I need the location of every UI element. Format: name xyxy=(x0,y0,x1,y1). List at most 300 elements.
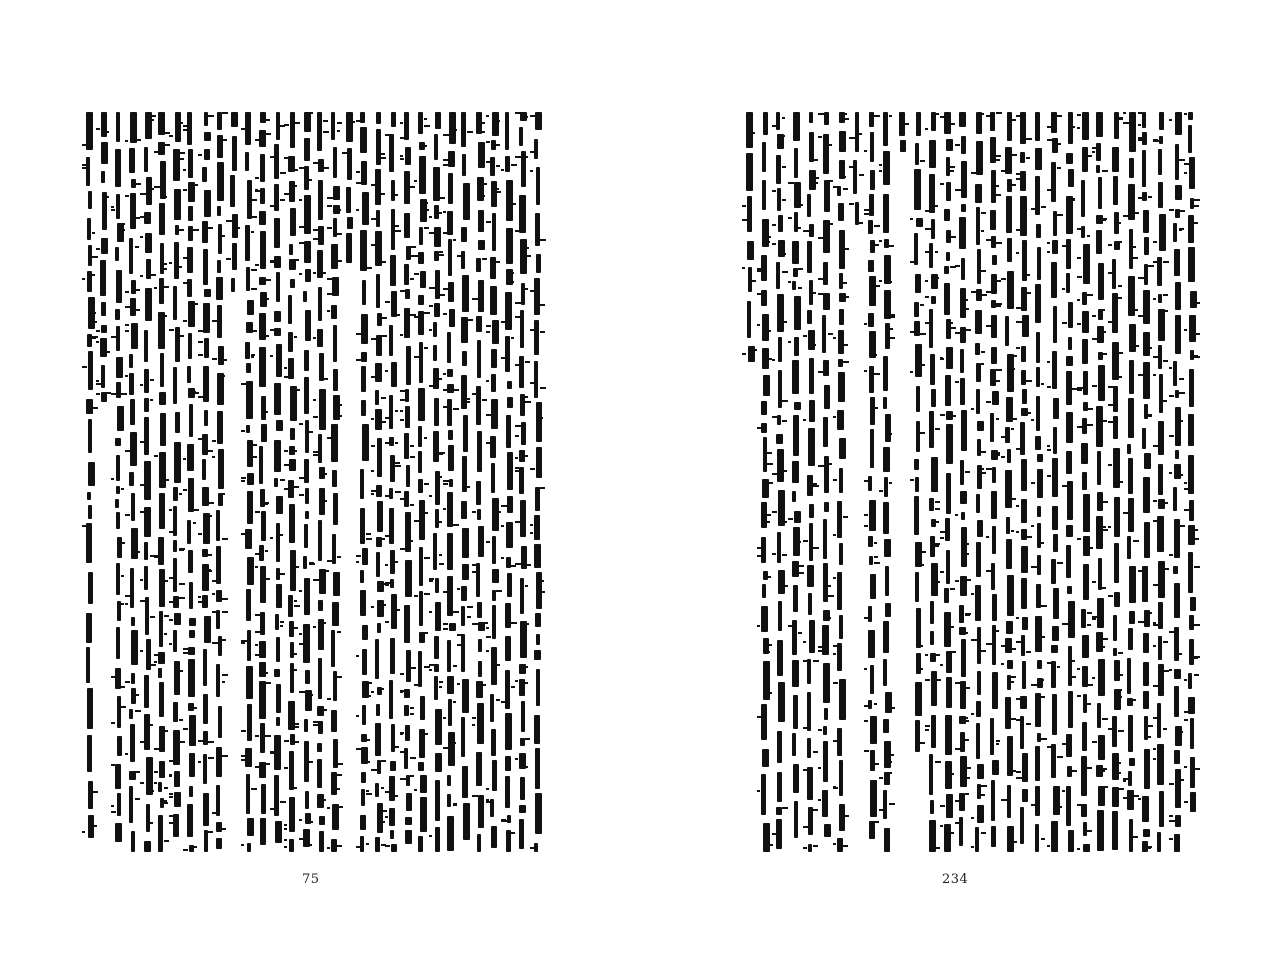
script-word-stroke xyxy=(360,230,367,271)
script-letter-tick xyxy=(169,793,173,795)
script-word-stroke xyxy=(1158,664,1164,696)
script-letter-tick xyxy=(482,684,486,686)
script-word-stroke xyxy=(794,212,798,232)
script-word-stroke xyxy=(1037,454,1043,462)
script-letter-tick xyxy=(910,261,916,263)
script-word-stroke xyxy=(1022,617,1028,630)
script-letter-tick xyxy=(323,131,329,133)
script-word-stroke xyxy=(259,347,266,387)
script-letter-tick xyxy=(1179,731,1183,733)
script-letter-tick xyxy=(864,370,867,372)
script-letter-tick xyxy=(950,170,954,172)
script-letter-tick xyxy=(327,278,332,280)
script-letter-tick xyxy=(501,701,507,703)
script-word-stroke xyxy=(492,498,499,531)
script-word-stroke xyxy=(492,112,499,136)
script-word-stroke xyxy=(976,389,980,414)
script-word-stroke xyxy=(1190,757,1195,788)
script-letter-tick xyxy=(179,670,183,672)
script-word-stroke xyxy=(218,706,222,738)
script-word-stroke xyxy=(276,637,280,662)
script-word-stroke xyxy=(763,437,767,472)
script-word-stroke xyxy=(101,142,108,164)
script-letter-tick xyxy=(140,650,143,652)
script-letter-tick xyxy=(1102,170,1108,172)
script-letter-tick xyxy=(1153,717,1159,719)
script-word-stroke xyxy=(945,375,951,406)
script-word-stroke xyxy=(992,467,996,483)
script-letter-tick xyxy=(1169,783,1174,785)
script-letter-tick xyxy=(453,804,457,806)
script-letter-tick xyxy=(1072,126,1075,128)
text-column xyxy=(944,112,952,852)
script-word-stroke xyxy=(960,378,965,405)
script-word-stroke xyxy=(448,173,453,204)
script-letter-tick xyxy=(1108,464,1112,466)
script-word-stroke xyxy=(809,400,815,422)
script-letter-tick xyxy=(280,534,283,536)
script-word-stroke xyxy=(1022,389,1027,404)
script-word-stroke xyxy=(519,819,524,849)
script-letter-tick xyxy=(424,557,430,559)
script-letter-tick xyxy=(337,233,342,235)
script-letter-tick xyxy=(294,726,299,728)
script-word-stroke xyxy=(405,406,410,428)
script-word-stroke xyxy=(807,692,811,731)
script-word-stroke xyxy=(884,539,891,557)
script-letter-tick xyxy=(1118,481,1123,483)
script-word-stroke xyxy=(318,159,324,172)
script-letter-tick xyxy=(255,766,261,768)
script-word-stroke xyxy=(809,504,814,518)
script-letter-tick xyxy=(950,327,956,329)
script-word-stroke xyxy=(837,501,842,538)
script-letter-tick xyxy=(889,433,892,435)
script-letter-tick xyxy=(843,113,847,115)
script-letter-tick xyxy=(1133,212,1139,214)
script-word-stroke xyxy=(433,431,439,462)
script-letter-tick xyxy=(280,199,285,201)
script-letter-tick xyxy=(429,669,432,671)
script-letter-tick xyxy=(106,351,110,353)
script-word-stroke xyxy=(1159,214,1166,251)
script-letter-tick xyxy=(193,229,199,231)
script-letter-tick xyxy=(467,398,470,400)
script-letter-tick xyxy=(525,455,528,457)
script-word-stroke xyxy=(461,227,467,242)
script-word-stroke xyxy=(884,255,891,284)
script-letter-tick xyxy=(467,131,473,133)
script-letter-tick xyxy=(1118,376,1122,378)
script-word-stroke xyxy=(247,630,251,661)
script-letter-tick xyxy=(757,547,761,549)
script-word-stroke xyxy=(130,724,135,762)
script-letter-tick xyxy=(843,815,849,817)
script-word-stroke xyxy=(260,154,265,182)
script-word-stroke xyxy=(1082,472,1087,490)
script-letter-tick xyxy=(925,228,931,230)
script-word-stroke xyxy=(1083,844,1090,852)
script-word-stroke xyxy=(305,269,311,282)
script-letter-tick xyxy=(270,355,273,357)
script-letter-tick xyxy=(429,495,432,497)
script-letter-tick xyxy=(935,277,939,279)
script-letter-tick xyxy=(1072,676,1076,678)
script-letter-tick xyxy=(1194,302,1200,304)
script-letter-tick xyxy=(356,748,362,750)
script-word-stroke xyxy=(520,777,525,800)
script-word-stroke xyxy=(929,411,934,448)
script-letter-tick xyxy=(313,454,318,456)
script-word-stroke xyxy=(462,275,469,312)
script-word-stroke xyxy=(361,161,367,185)
script-word-stroke xyxy=(869,366,874,393)
script-letter-tick xyxy=(140,216,145,218)
script-word-stroke xyxy=(447,775,451,786)
script-word-stroke xyxy=(377,501,383,532)
script-letter-tick xyxy=(371,445,375,447)
script-word-stroke xyxy=(434,303,440,317)
script-letter-tick xyxy=(767,691,770,693)
script-letter-tick xyxy=(742,353,746,355)
script-letter-tick xyxy=(284,488,288,490)
script-letter-tick xyxy=(1118,222,1121,224)
script-letter-tick xyxy=(1108,728,1114,730)
script-letter-tick xyxy=(530,847,536,849)
script-word-stroke xyxy=(346,112,353,142)
script-word-stroke xyxy=(448,151,455,167)
script-word-stroke xyxy=(173,558,177,592)
script-letter-tick xyxy=(1092,385,1097,387)
script-letter-tick xyxy=(337,404,342,406)
script-letter-tick xyxy=(356,333,361,335)
script-word-stroke xyxy=(405,725,410,741)
script-word-stroke xyxy=(304,112,311,132)
script-letter-tick xyxy=(501,321,506,323)
script-word-stroke xyxy=(961,204,966,212)
script-word-stroke xyxy=(87,688,93,729)
script-word-stroke xyxy=(260,612,265,635)
script-letter-tick xyxy=(1153,261,1158,263)
script-letter-tick xyxy=(798,541,801,543)
script-letter-tick xyxy=(424,593,430,595)
script-word-stroke xyxy=(435,827,440,852)
script-letter-tick xyxy=(920,160,925,162)
script-word-stroke xyxy=(870,750,875,771)
script-letter-tick xyxy=(1179,420,1183,422)
script-letter-tick xyxy=(1118,652,1123,654)
script-word-stroke xyxy=(1097,598,1104,628)
script-letter-tick xyxy=(955,265,960,267)
script-letter-tick xyxy=(294,450,297,452)
script-letter-tick xyxy=(864,213,869,215)
script-word-stroke xyxy=(1021,459,1027,491)
script-word-stroke xyxy=(115,149,121,187)
script-word-stroke xyxy=(117,537,122,558)
script-word-stroke xyxy=(915,143,919,165)
script-word-stroke xyxy=(360,590,366,616)
script-letter-tick xyxy=(496,261,500,263)
script-word-stroke xyxy=(975,310,982,334)
script-word-stroke xyxy=(977,520,983,537)
script-letter-tick xyxy=(813,177,819,179)
script-letter-tick xyxy=(1194,538,1199,540)
script-letter-tick xyxy=(818,113,824,115)
script-word-stroke xyxy=(824,385,830,409)
script-word-stroke xyxy=(144,398,149,412)
script-letter-tick xyxy=(843,188,848,190)
script-word-stroke xyxy=(778,370,782,408)
script-word-stroke xyxy=(129,709,133,719)
script-word-stroke xyxy=(115,309,120,320)
script-letter-tick xyxy=(385,495,391,497)
script-word-stroke xyxy=(777,188,781,211)
text-column xyxy=(216,112,224,852)
script-letter-tick xyxy=(1031,566,1037,568)
script-letter-tick xyxy=(1062,743,1068,745)
script-word-stroke xyxy=(476,316,482,332)
script-letter-tick xyxy=(395,410,398,412)
script-word-stroke xyxy=(1082,339,1088,364)
script-word-stroke xyxy=(837,572,842,610)
script-letter-tick xyxy=(414,356,419,358)
script-letter-tick xyxy=(164,802,168,804)
script-word-stroke xyxy=(189,786,193,797)
script-letter-tick xyxy=(1163,310,1168,312)
text-column xyxy=(776,112,784,852)
script-letter-tick xyxy=(135,183,141,185)
script-letter-tick xyxy=(767,844,773,846)
script-letter-tick xyxy=(366,739,370,741)
script-word-stroke xyxy=(276,496,283,514)
script-letter-tick xyxy=(910,331,914,333)
script-letter-tick xyxy=(164,315,167,317)
script-word-stroke xyxy=(318,287,322,321)
text-column xyxy=(1142,112,1150,852)
script-letter-tick xyxy=(1047,449,1051,451)
script-letter-tick xyxy=(925,729,929,731)
script-letter-tick xyxy=(1026,412,1031,414)
script-letter-tick xyxy=(121,229,125,231)
script-word-stroke xyxy=(792,733,796,756)
script-letter-tick xyxy=(515,435,519,437)
script-letter-tick xyxy=(1169,119,1172,121)
script-letter-tick xyxy=(270,260,276,262)
script-letter-tick xyxy=(169,775,172,777)
script-letter-tick xyxy=(965,739,969,741)
script-letter-tick xyxy=(971,639,977,641)
script-letter-tick xyxy=(540,239,546,241)
script-letter-tick xyxy=(818,650,823,652)
script-letter-tick xyxy=(410,456,415,458)
script-word-stroke xyxy=(1007,354,1014,392)
script-letter-tick xyxy=(443,747,448,749)
script-letter-tick xyxy=(996,194,1001,196)
script-word-stroke xyxy=(976,112,982,134)
script-letter-tick xyxy=(889,115,892,117)
script-letter-tick xyxy=(164,840,169,842)
script-letter-tick xyxy=(828,144,832,146)
script-word-stroke xyxy=(1036,367,1040,387)
script-letter-tick xyxy=(1179,525,1185,527)
script-letter-tick xyxy=(255,189,258,191)
script-letter-tick xyxy=(1184,329,1187,331)
script-word-stroke xyxy=(869,194,874,216)
script-letter-tick xyxy=(241,477,246,479)
script-letter-tick xyxy=(1138,277,1144,279)
script-letter-tick xyxy=(251,216,257,218)
script-word-stroke xyxy=(776,434,783,444)
text-column xyxy=(173,112,181,852)
script-letter-tick xyxy=(818,646,823,648)
script-word-stroke xyxy=(318,520,322,561)
script-word-stroke xyxy=(101,325,107,333)
script-word-stroke xyxy=(1174,583,1180,618)
script-letter-tick xyxy=(467,319,473,321)
script-letter-tick xyxy=(1026,157,1030,159)
script-word-stroke xyxy=(331,710,337,732)
script-letter-tick xyxy=(222,639,226,641)
script-word-stroke xyxy=(507,815,511,823)
script-word-stroke xyxy=(390,761,396,771)
script-word-stroke xyxy=(491,463,495,493)
script-letter-tick xyxy=(439,554,442,556)
script-word-stroke xyxy=(1188,697,1195,714)
script-letter-tick xyxy=(270,205,274,207)
script-letter-tick xyxy=(1169,838,1173,840)
script-letter-tick xyxy=(1194,624,1200,626)
script-word-stroke xyxy=(762,314,769,341)
script-word-stroke xyxy=(158,782,162,792)
script-word-stroke xyxy=(944,266,949,274)
script-letter-tick xyxy=(1148,846,1152,848)
script-letter-tick xyxy=(496,699,500,701)
left-page-number: 75 xyxy=(302,872,320,887)
script-word-stroke xyxy=(1158,602,1163,629)
text-column xyxy=(202,112,210,852)
script-letter-tick xyxy=(950,626,954,628)
script-word-stroke xyxy=(1190,792,1196,812)
script-word-stroke xyxy=(333,325,337,362)
script-letter-tick xyxy=(828,463,832,465)
script-letter-tick xyxy=(385,621,389,623)
script-word-stroke xyxy=(304,377,309,414)
script-letter-tick xyxy=(1153,758,1156,760)
script-word-stroke xyxy=(1157,703,1161,738)
script-letter-tick xyxy=(424,733,428,735)
script-letter-tick xyxy=(472,795,478,797)
script-letter-tick xyxy=(125,603,128,605)
script-letter-tick xyxy=(798,287,802,289)
script-letter-tick xyxy=(486,636,491,638)
script-word-stroke xyxy=(747,196,752,232)
script-word-stroke xyxy=(434,676,438,700)
script-word-stroke xyxy=(317,706,324,716)
script-word-stroke xyxy=(883,151,890,185)
script-word-stroke xyxy=(377,803,383,833)
text-column xyxy=(158,112,166,852)
script-word-stroke xyxy=(304,524,308,548)
script-word-stroke xyxy=(389,488,393,499)
script-letter-tick xyxy=(443,480,449,482)
script-letter-tick xyxy=(410,504,414,506)
script-word-stroke xyxy=(1082,722,1087,751)
script-letter-tick xyxy=(457,634,463,636)
script-letter-tick xyxy=(1001,456,1005,458)
script-letter-tick xyxy=(501,169,504,171)
script-letter-tick xyxy=(971,713,974,715)
script-letter-tick xyxy=(828,828,831,830)
script-word-stroke xyxy=(187,247,193,273)
script-letter-tick xyxy=(803,641,806,643)
script-word-stroke xyxy=(1127,536,1131,559)
script-word-stroke xyxy=(218,346,224,365)
script-letter-tick xyxy=(251,788,257,790)
script-word-stroke xyxy=(448,239,452,276)
script-letter-tick xyxy=(965,793,969,795)
script-word-stroke xyxy=(1143,633,1149,653)
text-column xyxy=(505,112,513,852)
script-letter-tick xyxy=(879,170,882,172)
script-letter-tick xyxy=(515,302,521,304)
script-word-stroke xyxy=(807,194,811,217)
text-column xyxy=(100,112,108,852)
script-letter-tick xyxy=(1011,355,1017,357)
script-word-stroke xyxy=(160,413,166,446)
text-column xyxy=(519,112,527,852)
script-word-stroke xyxy=(490,436,496,458)
script-letter-tick xyxy=(772,190,776,192)
script-letter-tick xyxy=(299,199,302,201)
script-word-stroke xyxy=(245,152,249,171)
script-word-stroke xyxy=(1143,829,1150,837)
script-letter-tick xyxy=(400,290,405,292)
script-word-stroke xyxy=(1188,552,1193,593)
script-word-stroke xyxy=(188,550,193,573)
script-letter-tick xyxy=(169,601,173,603)
script-word-stroke xyxy=(1128,715,1133,752)
script-letter-tick xyxy=(313,451,318,453)
script-letter-tick xyxy=(457,683,460,685)
script-letter-tick xyxy=(971,817,974,819)
script-word-stroke xyxy=(761,255,767,281)
script-word-stroke xyxy=(792,491,796,502)
script-word-stroke xyxy=(144,417,149,455)
script-letter-tick xyxy=(467,401,470,403)
script-word-stroke xyxy=(507,397,513,408)
script-word-stroke xyxy=(88,781,93,809)
script-word-stroke xyxy=(129,373,134,395)
script-word-stroke xyxy=(885,603,891,617)
script-letter-tick xyxy=(828,617,831,619)
script-letter-tick xyxy=(971,846,974,848)
script-word-stroke xyxy=(376,552,380,577)
script-letter-tick xyxy=(530,170,533,172)
script-letter-tick xyxy=(981,363,984,365)
script-letter-tick xyxy=(198,438,202,440)
script-word-stroke xyxy=(490,286,497,315)
script-word-stroke xyxy=(1173,361,1177,386)
script-word-stroke xyxy=(520,621,527,658)
script-letter-tick xyxy=(925,679,930,681)
script-word-stroke xyxy=(217,162,224,201)
script-letter-tick xyxy=(294,653,297,655)
script-word-stroke xyxy=(404,308,410,338)
script-letter-tick xyxy=(96,248,100,250)
script-letter-tick xyxy=(757,293,762,295)
script-letter-tick xyxy=(439,212,442,214)
script-letter-tick xyxy=(323,622,326,624)
